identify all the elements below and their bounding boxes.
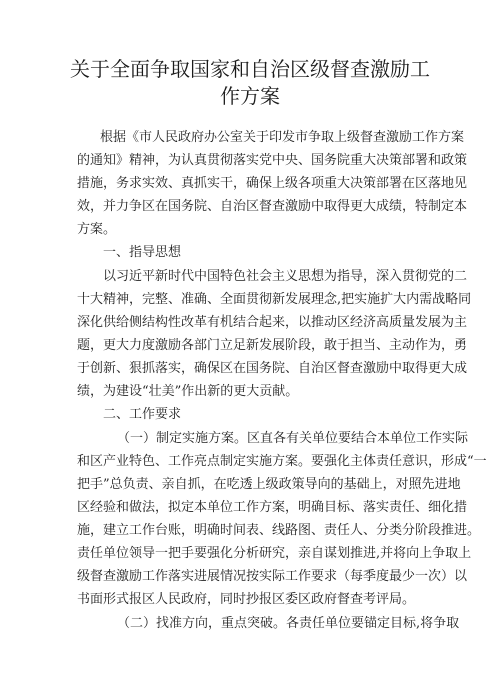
section-heading: 一、指导思想 [103,245,182,260]
paragraph-line: 题，更大力度激励各部门立足新发展阶段，敢于担当、主动作为，勇 [77,338,468,353]
paragraph-line: 书面形式报区人民政府，同时抄报区委区政府督查考评局。 [77,592,416,607]
paragraph-line: 把手”总负责、亲自抓，在吃透上级政策导向的基础上，对照先进地 [77,477,461,492]
paragraph-line: 责任单位领导一把手要强化分析研究，亲自谋划推进,并将向上争取上 [77,546,472,561]
paragraph-line: 的通知》精神，为认真贯彻落实党中央、国务院重大决策部署和政策 [77,153,468,168]
paragraph-line: 级督查激励工作落实进展情况按实际工作要求（每季度最少一次）以 [77,569,468,584]
paragraph-line: 和区产业特色、工作亮点制定实施方案。要强化主体责任意识，形成“一 [77,454,487,469]
paragraph-line: 以习近平新时代中国特色社会主义思想为指导，深入贯彻党的二 [103,269,468,284]
document-title [60,56,440,110]
paragraph-line: （一）制定实施方案。区直各有关单位要结合本单位工作实际 [117,431,469,446]
paragraph-line: 区经验和做法，拟定本单位工作方案，明确目标、落实责任、细化措 [77,500,468,515]
paragraph-line: 根据《市人民政府办公室关于印发市争取上级督查激励工作方案 [100,130,465,145]
paragraph-line: 施，建立工作台账，明确时间表、线路图、责任人、分类分阶段推进。 [77,523,481,538]
title-line-1: 关于全面争取国家和自治区级督查激励工 [70,57,430,81]
section-heading: 二、工作要求 [103,407,182,422]
paragraph-line: 效，并力争区在国务院、自治区督查激励中取得更大成绩，特制定本 [77,199,468,214]
paragraph-line: 十大精神，完整、准确、全面贯彻新发展理念,把实施扩大内需战略同 [77,292,472,307]
paragraph-line: 深化供给侧结构性改革有机结合起来，以推动区经济高质量发展为主 [77,315,468,330]
title-line-2: 作方案 [220,84,280,108]
paragraph-line: （二）找准方向，重点突破。各责任单位要锚定目标,将争取 [117,616,460,631]
paragraph-line: 于创新、狠抓落实，确保区在国务院、自治区督查激励中取得更大成 [77,361,468,376]
paragraph-line: 方案。 [77,222,117,237]
paragraph-line: 措施，务求实效、真抓实干，确保上级各项重大决策部署在区落地见 [77,176,468,191]
paragraph-line: 绩，为建设“壮美”作出新的更大贡献。 [77,384,299,399]
